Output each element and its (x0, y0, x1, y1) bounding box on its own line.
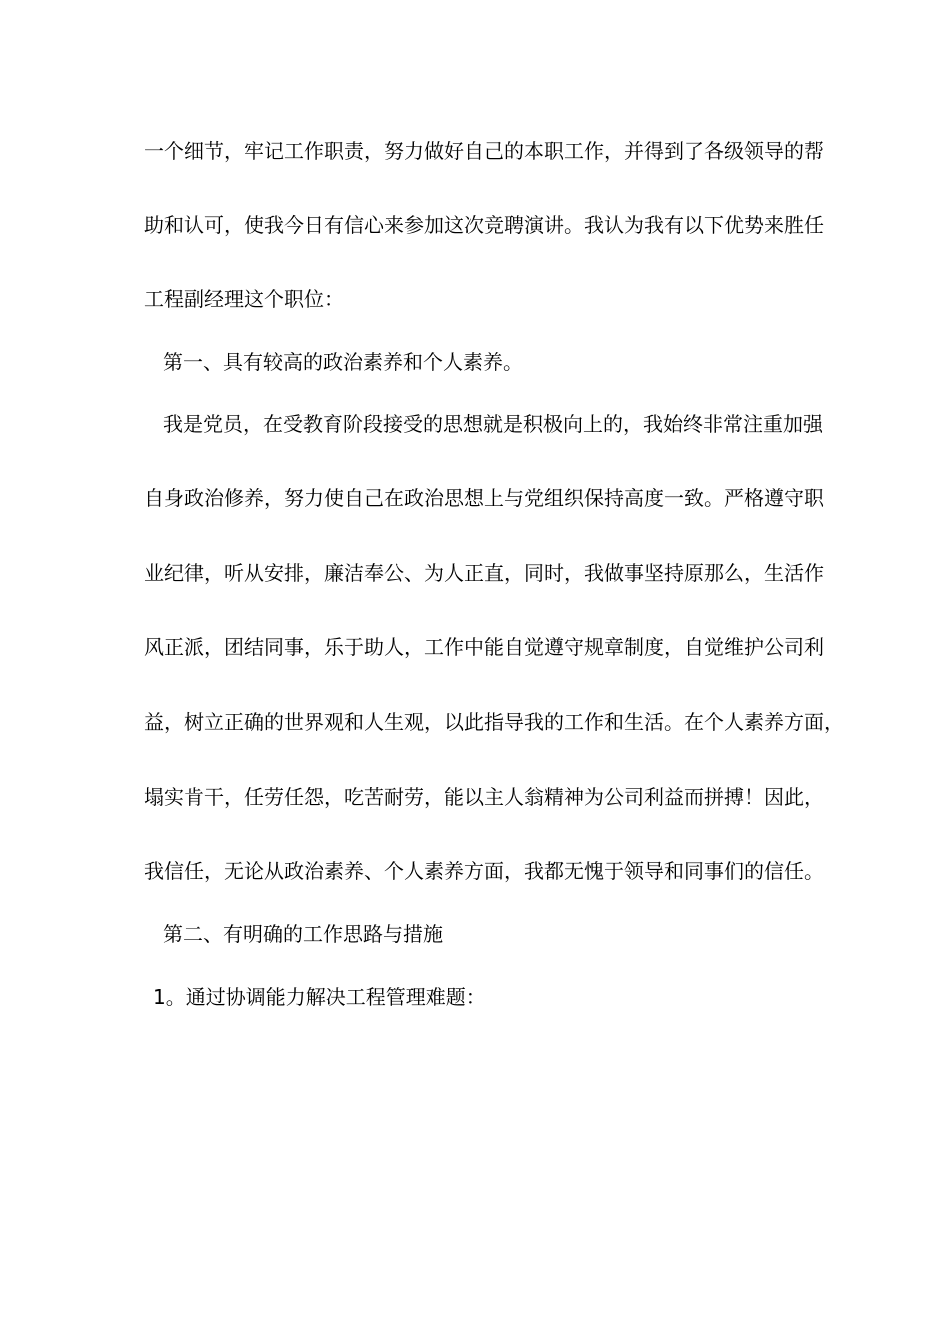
paragraph-line-3: 工程副经理这个职位： (144, 287, 344, 311)
paragraph-line-9: 益，树立正确的世界观和人生观，以此指导我的工作和生活。在个人素养方面， (144, 710, 844, 734)
paragraph-line-6: 自身政治修养，努力使自己在政治思想上与党组织保持高度一致。严格遵守职 (144, 486, 824, 510)
paragraph-line-7: 业纪律，听从安排，廉洁奉公、为人正直，同时，我做事坚持原那么，生活作 (144, 561, 824, 585)
paragraph-line-8: 风正派，团结同事，乐于助人，工作中能自觉遵守规章制度，自觉维护公司利 (144, 635, 824, 659)
paragraph-line-1: 一个细节，牢记工作职责，努力做好自己的本职工作，并得到了各级领导的帮 (144, 139, 824, 163)
paragraph-line-11: 我信任，无论从政治素养、个人素养方面，我都无愧于领导和同事们的信任。 (144, 859, 824, 883)
paragraph-line-5: 我是党员，在受教育阶段接受的思想就是积极向上的，我始终非常注重加强 (163, 412, 823, 436)
paragraph-line-10: 塌实肯干，任劳任怨，吃苦耐劳，能以主人翁精神为公司利益而拼搏！因此， (144, 785, 824, 809)
section-heading-2: 第二、有明确的工作思路与措施 (163, 922, 443, 946)
section-heading-1: 第一、具有较高的政治素养和个人素养。 (163, 350, 523, 374)
list-item-1: 1。通过协调能力解决工程管理难题： (153, 985, 486, 1009)
paragraph-line-2: 助和认可，使我今日有信心来参加这次竞聘演讲。我认为我有以下优势来胜任 (144, 213, 824, 237)
